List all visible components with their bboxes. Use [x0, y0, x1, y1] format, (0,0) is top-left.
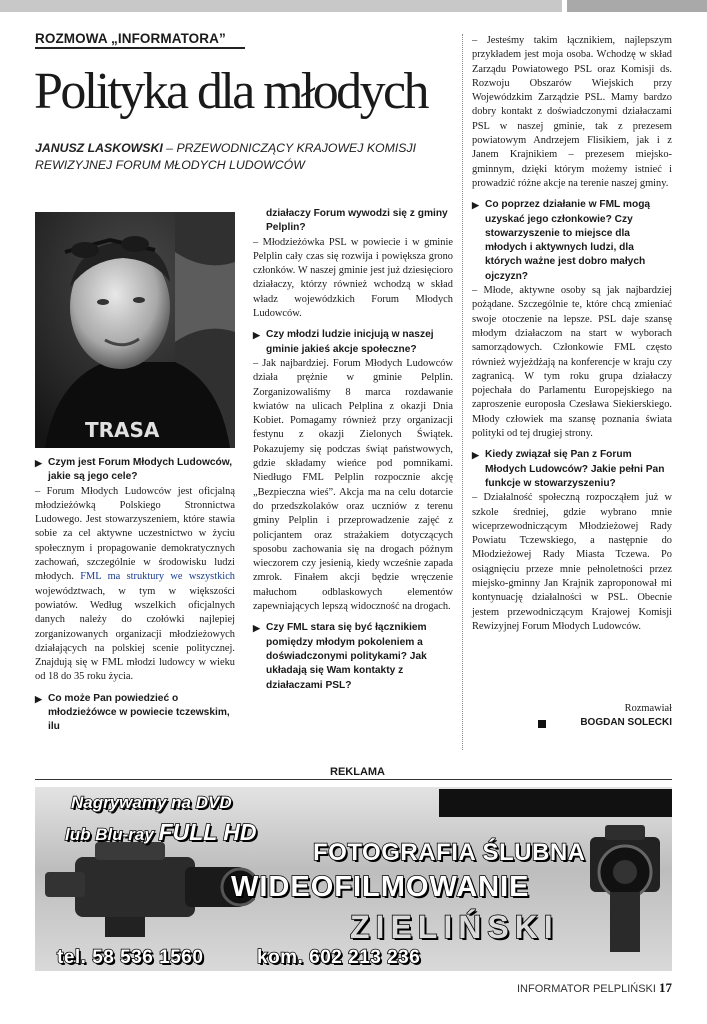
ad-fullhd: FULL HD: [158, 819, 257, 845]
question-1: ▶ Czym jest Forum Młodych Ludowców, jakie są jego cele?: [35, 456, 235, 485]
question-3: ▶ Czy młodzi ludzie inicjują w naszej gminie jakieś akcje społeczne?: [253, 328, 453, 357]
interviewee-photo: [35, 212, 235, 448]
question-4: ▶ Czy FML stara się być łącznikiem pomiędzy młodym pokoleniem a doświadczonymi politykami? Jak układają się Wam kontakty z działaczami PSL?: [253, 621, 453, 692]
ad-mobile: kom. 602 213 236: [257, 947, 421, 968]
question-5: ▶ Co poprzez działanie w FML mogą uzyskać jego członkowie? Czy stowarzyszenie to miejsce dla młodych i aktywnych ludzi, dla których ważne jest dobro małych ojczyzn?: [472, 198, 672, 284]
answer-1-highlight: FML ma struktury we wszystkich: [80, 571, 236, 583]
column-2: [253, 207, 453, 693]
end-square-icon: [538, 720, 546, 728]
advertisement-banner: [35, 787, 672, 971]
interviewee-role: – PRZEWODNICZĄCY KRAJOWEJ KOMISJI REWIZYJNEJ FORUM MŁODYCH LUDOWCÓW: [35, 141, 417, 172]
question-6: ▶ Kiedy związał się Pan z Forum Młodych Ludowców? Jakie pełni Pan funkcje w stowarzyszeniu?: [472, 448, 672, 491]
answer-5: – Młode, aktywne osoby są jak najbardziej pożądane. Szczególnie te, które chcą zmieniać swoje otoczenie na lepsze. PSL daje szansę młodym działaczom na start w wyborach samorządowych. Członkowie FML często również wyjeżdżają na konferencje w kraju czy zagranicą. W tym roku grupa działaczy pojechała do Parlamentu Europejskiego na zaproszenie europosła Czesława Siekierskiego. Młody człowiek ma szansę poznania świata polityki od tej drugiej strony.: [472, 285, 672, 440]
ad-videography: WIDEOFILMOWANIE: [231, 871, 530, 903]
page-number: 17: [659, 980, 672, 995]
answer-3: – Jak najbardziej. Forum Młodych Ludowców działa prężnie w gminie Pelplin. Zorganizowaliśmy 8 marca rozdawanie kwiatów na ulicach Pelplina z okazji Dnia Kobiet. Pomagamy również przy organizacji festynu z okazji Zielonych Świątek. Pokazujemy się podczas świąt państwowych, gdzie składamy wieńce pod pomnikami. Niedługo FML Pelplin rozpocznie akcję „Bezpieczna wieś”. Akcja ma na celu dotarcie do przedszkolaków oraz uczniów z terenu gminy Pelplin i przeprowadzenie zajęć z policjantem oraz strażakiem dotyczących sposobu zachowania się na drogach późnym wieczorem czy jesienią, kiedy wcześnie zapada zmrok. Finałem akcji będzie wręczenie małuchom odblaskowych elementów zapewniających lepszą widoczność na drogach.: [253, 357, 453, 613]
answer-6: – Działalność społeczną rozpocząłem już w szkole średniej, gdzie wybrano mnie wiceprzewodniczącym Młodzieżowej Rady Powiatu Tczewskiego, a następnie do Młodzieżowej Rady Miasta Tczewa. Po osiągnięciu przeze mnie pełnoletności przez miejsko-gminny Jan Krajnik zaproponował mi kontynuację działalności w PSL. Obecnie jestem przewodniczącym Krajowej Komisji Rewizyjnej Forum Młodych Ludowców.: [472, 492, 672, 632]
publication-name: INFORMATOR PELPLIŃSKI: [516, 983, 656, 995]
advertisement-rule: [35, 779, 672, 780]
ad-brand-name: ZIELIŃSKI: [350, 909, 559, 945]
advertisement-label: REKLAMA: [330, 766, 385, 778]
page-footer: [517, 980, 672, 996]
ad-photography: FOTOGRAFIA ŚLUBNA: [313, 839, 586, 866]
answer-4: – Jesteśmy takim łącznikiem, najlepszym przykładem jest moja osoba. Wchodzę w skład Zarządu Powiatowego PSL oraz Komisji ds. Rozwoju Obszarów Wiejskich przy Wojewódzkim Zarządzie PSL. Mamy bardzo dobry kontakt z doświadczonymi działaczami PSL w naszej gminie, tak z prezesem powiatowym Andrzejem Flisikiem, jak i z Janem Krajnikiem – prezesem miejsko-gminnym, dzięki którym możemy istnieć i prowadzić różne akcje na terenie naszej gminy.: [472, 35, 672, 189]
answer-2: – Młodzieżówka PSL w powiecie i w gminie Pelplin cały czas się rozwija i powiększa grono członków. W naszej gminie jest już dziesięcioro działaczy, którzy również wchodzą w skład władz wojewódzkich Forum Młodych Ludowców.: [253, 236, 453, 320]
signature: [472, 702, 672, 730]
signature-label: Rozmawiał: [624, 703, 672, 714]
top-bar-right: [567, 0, 707, 12]
signature-name: BOGDAN SOLECKI: [580, 717, 672, 728]
interviewee-name: JANUSZ LASKOWSKI: [35, 141, 163, 155]
ad-dvd-line: Nagrywamy na DVD: [71, 793, 232, 812]
column-1: [35, 456, 235, 735]
column-divider: [462, 34, 463, 750]
column-3: [472, 34, 672, 634]
ad-phone: tel. 58 536 1560: [57, 947, 204, 968]
shirt-print: TRASA: [85, 418, 160, 442]
answer-1: – Forum Młodych Ludowców jest oficjalną młodzieżówką Polskiego Stronnictwa Ludowego. Jest stowarzyszeniem, które stawia sobie za cel aktywne uczestnictwo w życiu społecznym i propagowanie demokratycznych zachowań, szczególnie w środowisku ludzi młodych. FML ma struktury we wszystkich województwach, w tym w większości powiatów. Według wszelkich oficjalnych danych należy do czołówki najlepiej zorganizowanych organizacji młodzieżowych działających na polskiej scenie politycznej. Znajdują się w FML młodzi ludowcy w wieku od 18 do 35 roku życia.: [35, 485, 236, 683]
ad-bluray-line: lub Blu-ray FULL HD: [65, 819, 257, 845]
standfirst: [35, 140, 460, 174]
video-camera-icon: [35, 837, 255, 947]
portrait-image: [35, 212, 235, 448]
article-headline: Polityka dla młodych: [34, 63, 427, 120]
photo-camera-icon: [580, 807, 672, 957]
top-bar-left: [0, 0, 562, 12]
question-2: ▶ Co może Pan powiedzieć o młodzieżówce w powiecie tczewskim, ilu: [35, 692, 235, 735]
question-2-continued: działaczy Forum wywodzi się z gminy Pelplin?: [266, 208, 448, 234]
section-label: ROZMOWA „INFORMATORA”: [35, 31, 245, 49]
